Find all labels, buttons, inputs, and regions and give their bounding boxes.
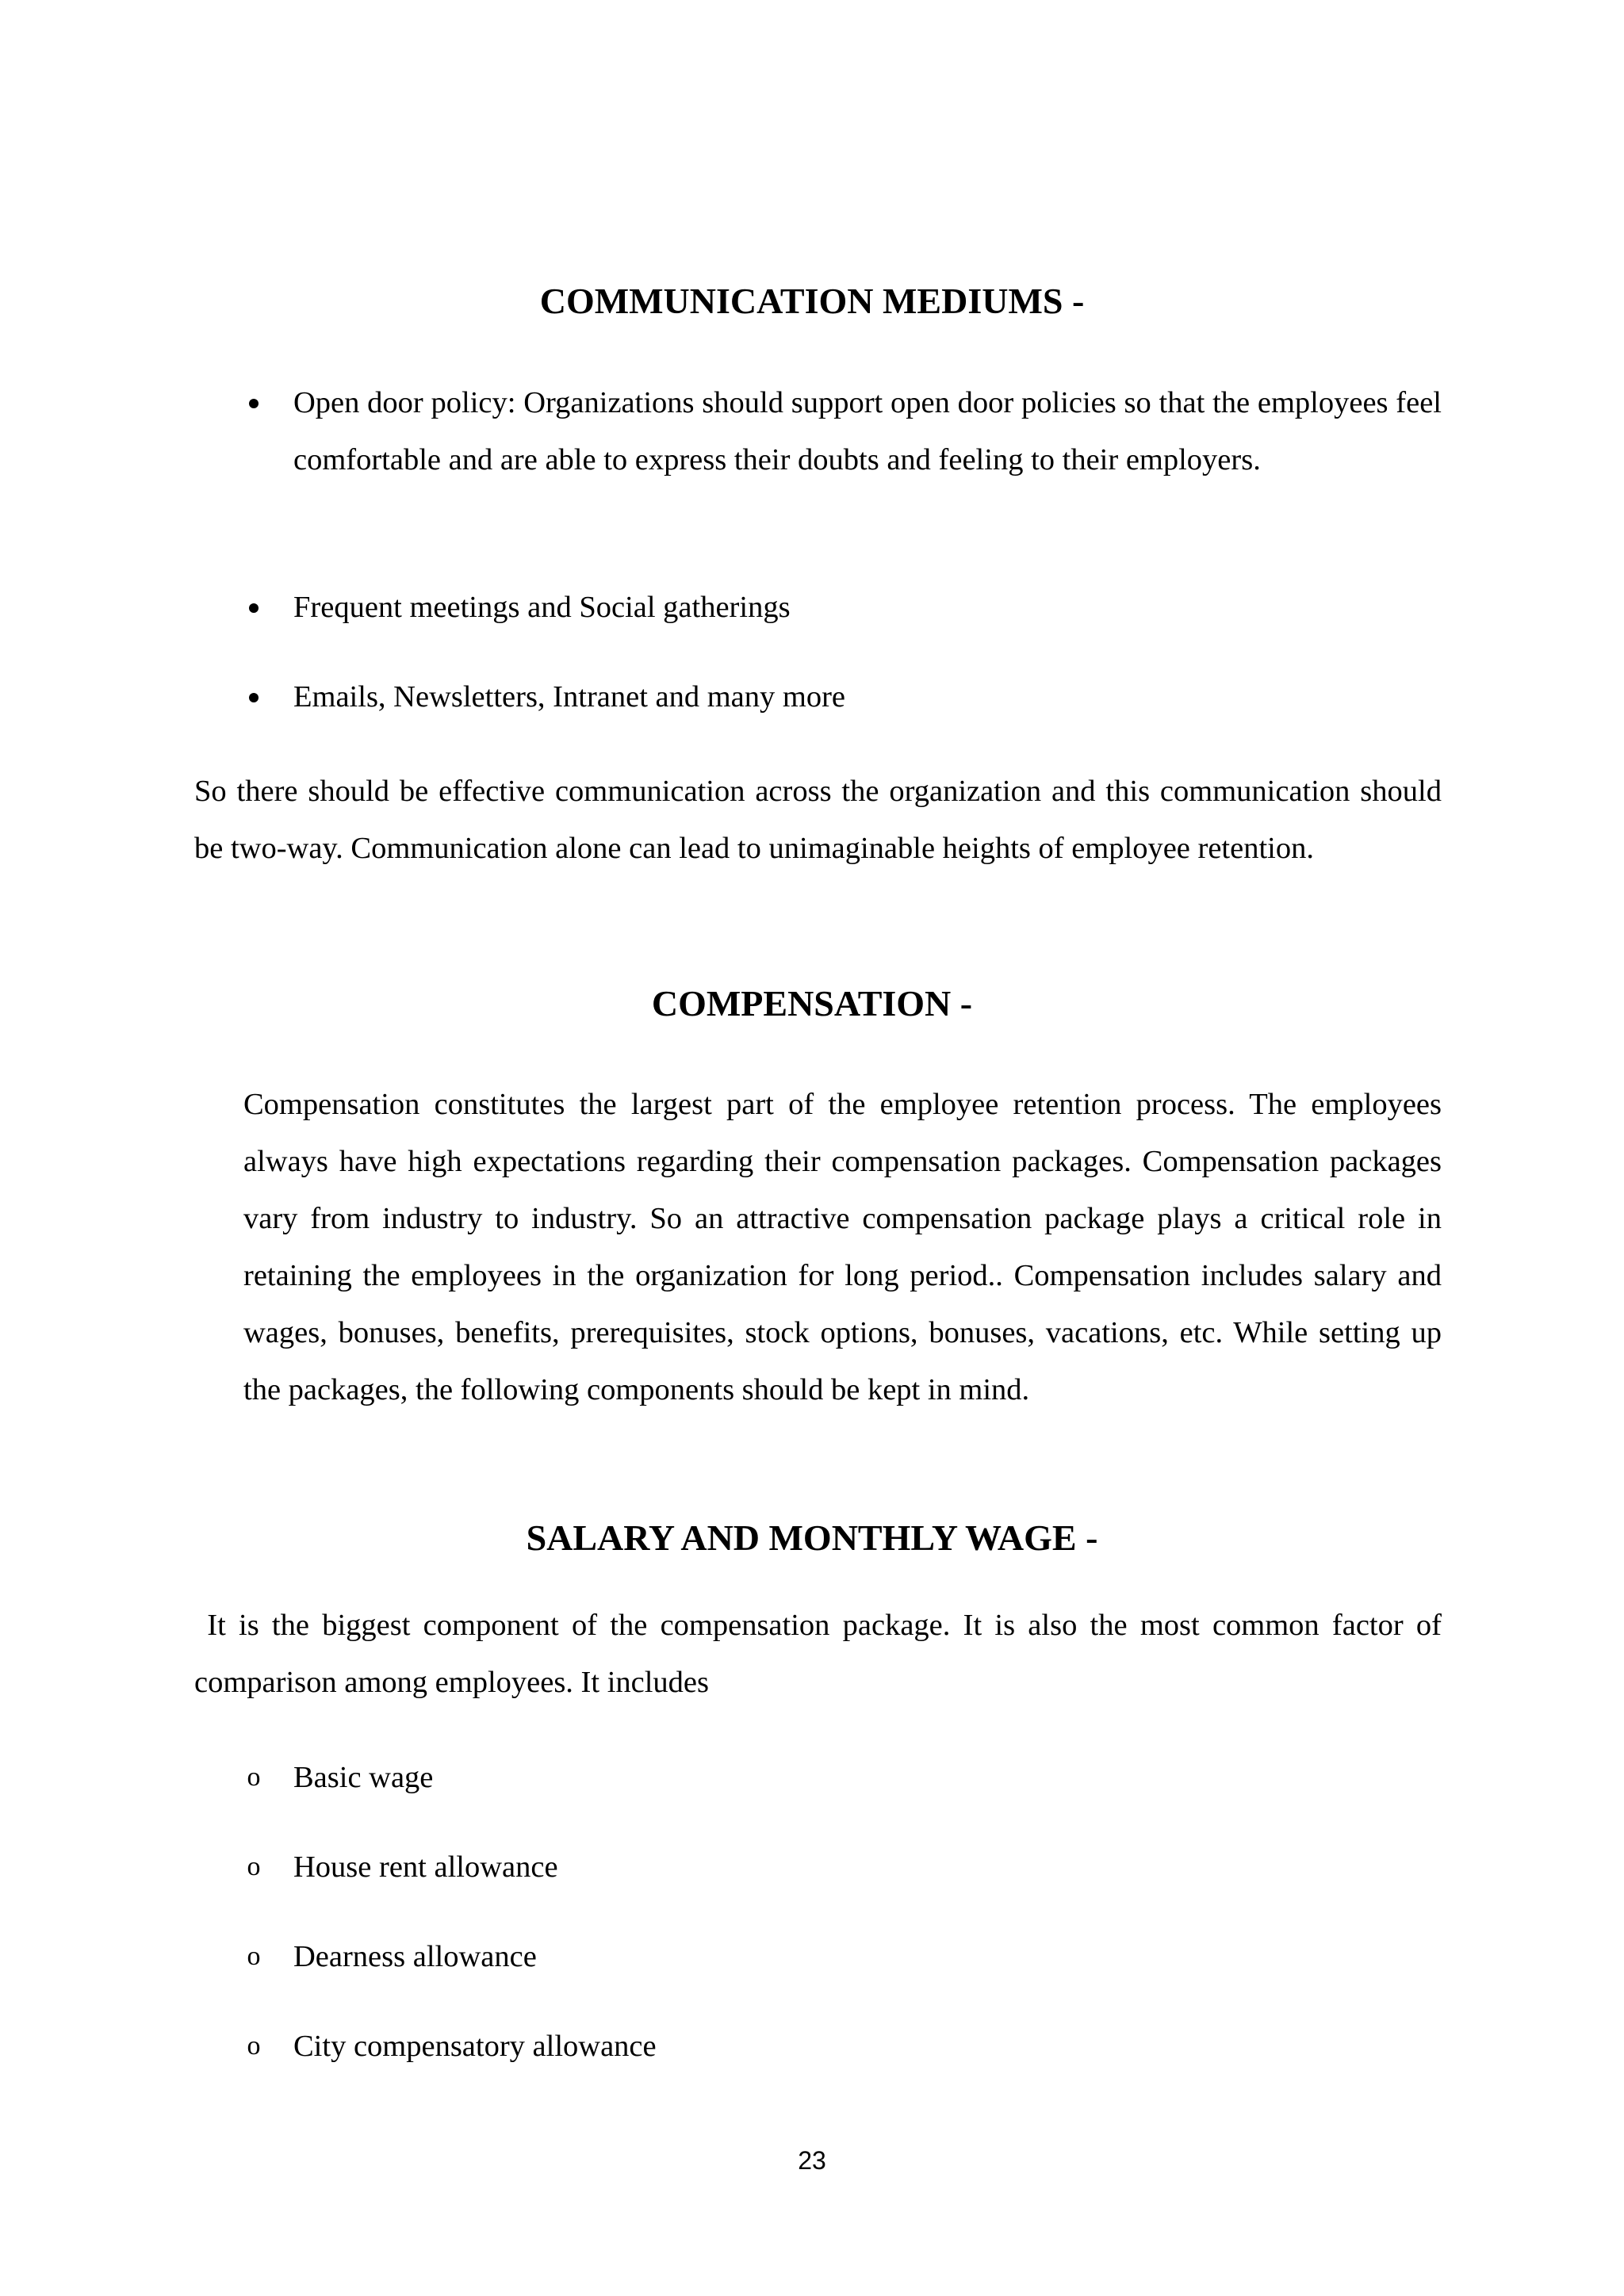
list-item-text: House rent allowance — [293, 1850, 558, 1884]
compensation-paragraph: Compensation constitutes the largest part of the employee retention process. The employees always have high expectations regarding their compensation packages. Compensation packages vary from industry to industry. So an attractive compensation package plays a critical role in retaining the employees in the organization for long period.. Compensation includes salary and wages, bonuses, benefits, prerequisites, stock options, bonuses, vacations, etc. While setting up the packages, the following components should be kept in mind. — [243, 1088, 1442, 1406]
bullet-text-meetings: Frequent meetings and Social gatherings — [293, 591, 791, 624]
heading-compensation: COMPENSATION - — [651, 983, 973, 1024]
bullet-icon — [238, 668, 270, 725]
circle-bullet-icon: o — [247, 2031, 261, 2061]
bullet-icon — [238, 579, 270, 636]
bullet-text-open-door: Open door policy: Organizations should support open door policies so that the employees feel comfortable and are able to express their doubts and feeling to their employers. — [293, 386, 1442, 476]
circle-bullet-icon: o — [247, 1762, 261, 1792]
salary-paragraph: It is the biggest component of the compensation package. It is also the most common factor of comparison among employees. It includes — [194, 1609, 1450, 1699]
bullet-text-emails: Emails, Newsletters, Intranet and many more — [293, 680, 845, 714]
list-item-text: Dearness allowance — [293, 1940, 537, 1973]
heading-communication-mediums: COMMUNICATION MEDIUMS - — [539, 281, 1085, 321]
list-item-text: Basic wage — [293, 1761, 434, 1794]
circle-bullet-icon: o — [247, 1852, 261, 1881]
circle-bullet-icon: o — [247, 1942, 261, 1971]
bullet-icon — [238, 374, 270, 431]
heading-salary-monthly-wage: SALARY AND MONTHLY WAGE - — [526, 1517, 1098, 1558]
page-number: 23 — [798, 2146, 826, 2175]
list-item-text: City compensatory allowance — [293, 2030, 657, 2063]
communication-summary-paragraph: So there should be effective communication across the organization and this communication should be two-way. Communication alone can lead to unimaginable heights of employee retention. — [194, 775, 1442, 865]
